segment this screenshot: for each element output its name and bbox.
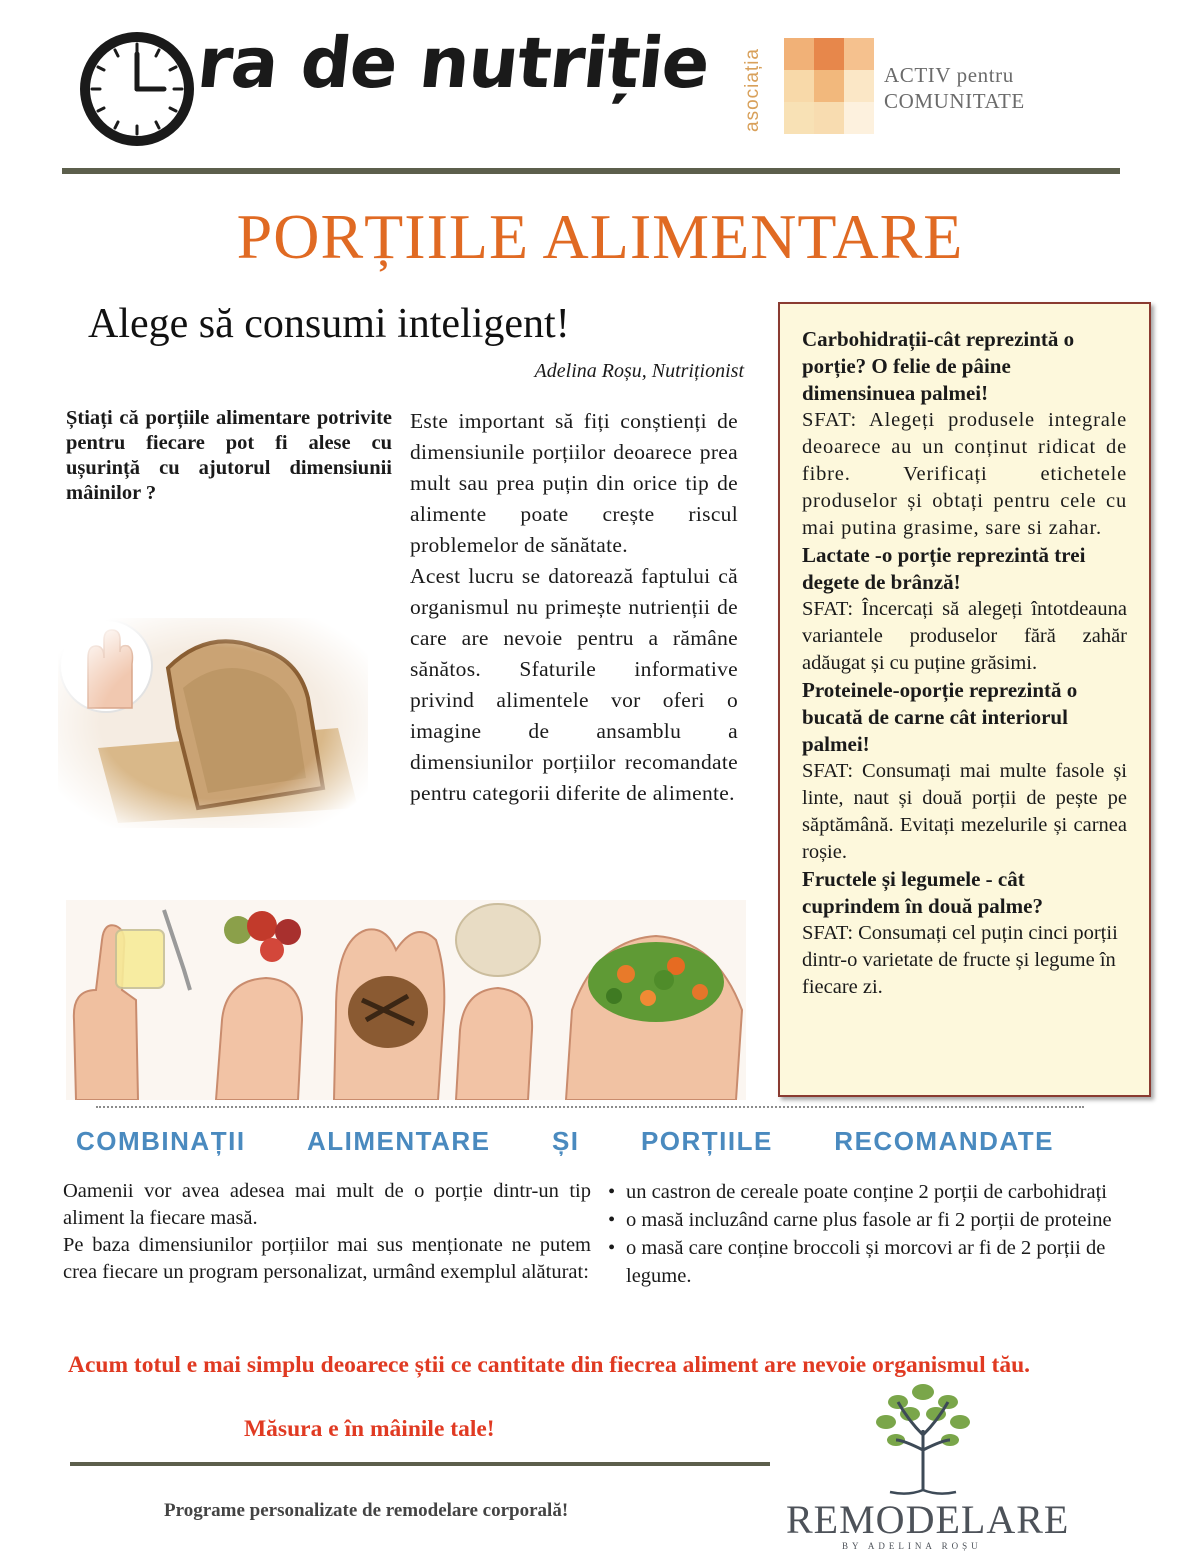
section-title-word: COMBINAȚII [76,1126,246,1156]
tip-dairy [802,542,1127,677]
bread-hand-photo [58,618,368,828]
call-to-action-tagline: Măsura e în mâinile tale! [244,1416,495,1442]
list-item-text: o masă incluzând carne plus fasole ar fi 2 porții de proteine [626,1209,1112,1231]
combos-paragraph-1: Oamenii vor avea adesea mai mult de o porție dintr-un tip aliment la fiecare masă. [63,1180,591,1229]
tip-body: SFAT: Consumați mai multe fasole și linte, naut și două porții de pește pe săptămână. Evitați mezelurile și carnea roșie. [802,760,1127,863]
paragraph-2: Acest lucru se datorează faptului că organismul nu primește nutrienții de care are nevoie pentru a rămâne sănătos. Sfaturile informative privind alimentele vor oferi o imagine de ansamblu a dimensiunilor porțiilor recomandate pentru categorii diferite de alimente. [410,564,738,805]
section-title-word: PORȚIILE [640,1126,773,1156]
byline: Adelina Roșu, Nutriționist [534,360,744,382]
combos-paragraph-2: Pe baza dimensiunilor porțiilor mai sus menționate ne putem crea fiecare un program personalizat, urmând exemplul alăturat: [63,1234,591,1283]
combos-text [63,1178,591,1286]
section-title-word: ȘI [551,1126,580,1156]
logo-line1: ACTIV pentru [884,63,1014,87]
footer-tagline: Programe personalizate de remodelare corporală! [164,1500,569,1521]
logo-vertical-text: asociația [742,48,763,132]
tip-fruits-vegetables [802,866,1127,1001]
tip-heading: Proteinele-oporție reprezintă o bucată de carne cât interiorul palmei! [802,678,1078,756]
logo-line2: COMUNITATE [884,89,1025,113]
footer-divider [70,1462,770,1466]
section-title-word: RECOMANDATE [834,1126,1054,1156]
page-title: PORȚIILE ALIMENTARE [236,201,964,272]
list-item: • o masă incluzând carne plus fasole ar fi 2 porții de proteine [608,1206,1138,1234]
association-logo-icon [784,38,874,134]
tip-protein [802,677,1127,866]
logo-text [884,62,1025,114]
list-item: • o masă care conține broccoli și morcovi ar fi de 2 porții de legume. [608,1234,1138,1290]
article-subtitle: Alege să consumi inteligent! [88,301,570,347]
section-title [76,1126,1054,1157]
newsletter-title: ra de nutriție [193,22,713,104]
list-item: • un castron de cereale poate conține 2 porții de carbohidrați [608,1178,1138,1206]
tip-carbs [802,326,1127,542]
paragraph-1: Este important să fiți conștienți de dimensiunile porțiilor deoarece prea mult sau prea puțin din orice tip de alimente poate crește riscul problemelor de sănătate. [410,409,738,557]
section-title-word: ALIMENTARE [306,1126,491,1156]
intro-paragraphs [410,406,738,809]
tip-heading: Fructele și legumele - cât cuprindem în două palme? [802,867,1043,918]
list-item-text: un castron de cereale poate conține 2 porții de carbohidrați [626,1181,1107,1203]
tree-logo-icon [868,1380,978,1498]
tips-box [778,302,1151,1097]
list-item-text: o masă care conține broccoli și morcovi ar fi de 2 porții de legume. [626,1237,1106,1287]
intro-question: Știați că porțiile alimentare potrivite pentru fiecare pot fi alese cu ușurință cu ajutorul dimensiunii mâinilor ? [66,407,392,504]
tip-heading: Carbohidrații-cât reprezintă o porție? O felie de pâine dimensinuea palmei! [802,327,1075,405]
footer-brand-sub: BY ADELINA ROȘU [842,1541,982,1551]
tip-body: SFAT: Încercați să alegeți întotdeauna variantele produselor fără zahăr adăugat și cu puține grăsimi. [802,598,1127,674]
hand-portions-photo [66,900,746,1100]
tip-heading: Lactate -o porție reprezintă trei degete de brânză! [802,543,1086,594]
tip-body: SFAT: Consumați cel puțin cinci porții dintr-o varietate de fructe și legume în fiecare zi. [802,922,1118,998]
tip-body: SFAT: Alegeți produsele integrale deoarece au un conținut ridicat de fibre. Verificați etichetele produselor și obtați pentru cele cu mai putina grasime, sare si zahar. [802,409,1127,539]
combos-list [608,1178,1138,1290]
call-to-action: Acum totul e mai simplu deoarece știi ce cantitate din fiecrea aliment are nevoie organismul tău. [68,1352,1031,1378]
clock-icon [78,30,196,148]
header-divider [62,168,1120,174]
footer-brand: REMODELARE [786,1497,1070,1542]
section-divider [96,1106,1084,1108]
